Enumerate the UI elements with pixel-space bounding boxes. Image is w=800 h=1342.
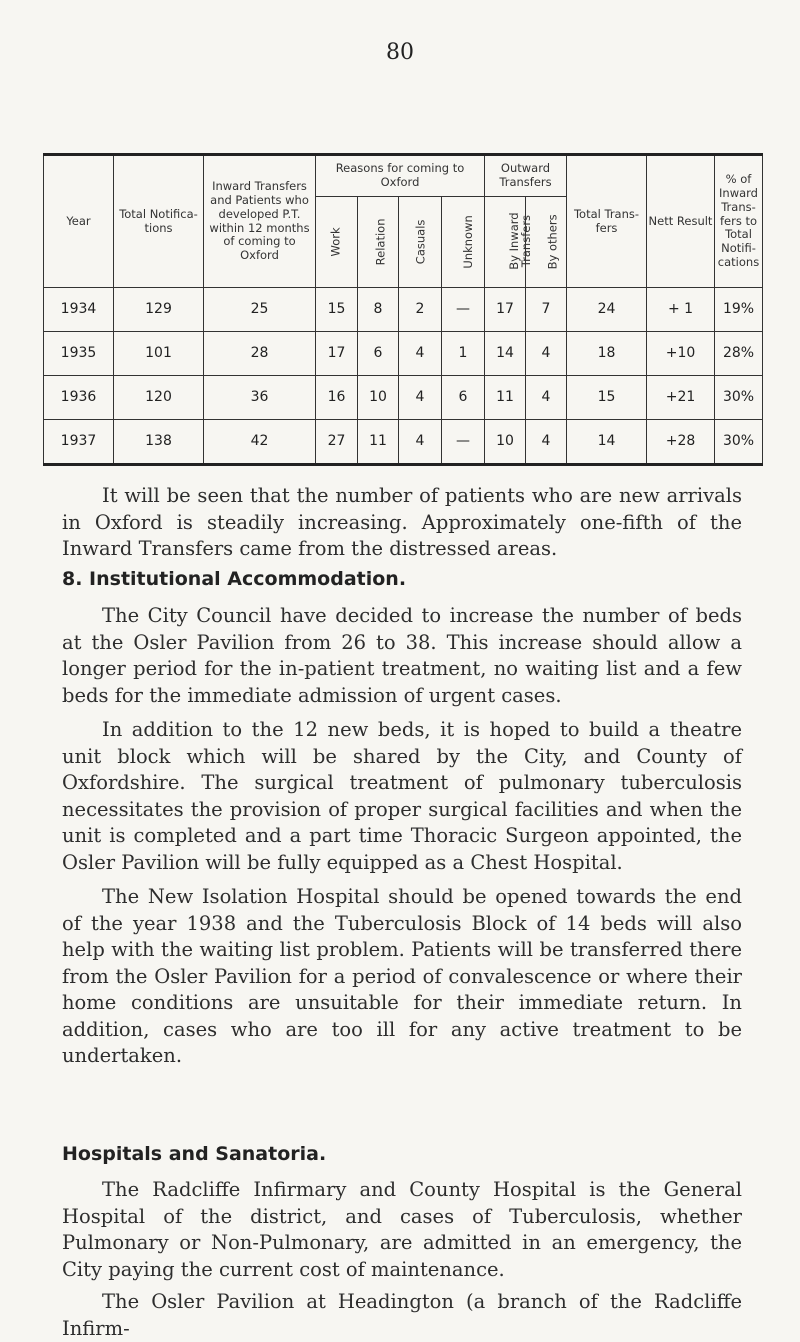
- cell-by-inward: 10: [485, 419, 526, 464]
- header-by-others-label: By others: [545, 214, 560, 270]
- transfers-table: [43, 153, 763, 466]
- header-total-notifications: Total Notifica- tions: [114, 155, 204, 288]
- institutional-body: [62, 603, 742, 1070]
- cell-work: 15: [316, 288, 358, 332]
- cell-work: 17: [316, 331, 358, 375]
- header-casuals-label: Casuals: [413, 219, 428, 265]
- cell-total-transfers: 14: [567, 419, 647, 464]
- header-by-inward-label: By Inward Transfers: [506, 212, 533, 270]
- cell-total-transfers: 15: [567, 375, 647, 419]
- cell-relation: 10: [358, 375, 399, 419]
- hospitals-paragraph: The Osler Pavilion at Headington (a branch of the Radcliffe Infirm-: [62, 1290, 742, 1340]
- cell-work: 16: [316, 375, 358, 419]
- institutional-paragraph: The New Isolation Hospital should be opened towards the end of the year 1938 and the Tuberculosis Block of 14 beds will also help with the waiting list problem. Patients will be transferred there from the Osler Pavilion for a period of convalescence or where their home conditions are unsuitable for their immediate return. In addition, cases who are too ill for any active treatment to be undertaken.: [62, 885, 742, 1067]
- cell-by-others: 7: [526, 288, 567, 332]
- header-nett-result: Nett Result: [647, 155, 715, 288]
- header-unknown-label: Unknown: [460, 215, 475, 269]
- page-number: 80: [386, 40, 414, 65]
- cell-inward: 42: [204, 419, 316, 464]
- cell-total-transfers: 18: [567, 331, 647, 375]
- cell-relation: 6: [358, 331, 399, 375]
- header-outward-group: Outward Transfers: [485, 155, 567, 197]
- table-row: [44, 288, 763, 332]
- cell-inward: 25: [204, 288, 316, 332]
- cell-nett: +10: [647, 331, 715, 375]
- cell-by-others: 4: [526, 375, 567, 419]
- cell-pct: 30%: [715, 375, 763, 419]
- header-pct-inward: % of Inward Trans- fers to Total Notifi- cations: [715, 155, 763, 288]
- cell-by-others: 4: [526, 419, 567, 464]
- intro-paragraph: It will be seen that the number of patients who are new arrivals in Oxford is steadily increasing. Approximately one-fifth of the Inward Transfers came from the distressed areas.: [62, 484, 742, 560]
- cell-by-inward: 14: [485, 331, 526, 375]
- cell-by-others: 4: [526, 331, 567, 375]
- intro-paragraph-block: [62, 483, 742, 563]
- cell-relation: 8: [358, 288, 399, 332]
- cell-casuals: 4: [399, 375, 442, 419]
- cell-pct: 30%: [715, 419, 763, 464]
- cell-total: 138: [114, 419, 204, 464]
- header-relation-label: Relation: [373, 218, 388, 266]
- cell-year: 1934: [44, 288, 114, 332]
- header-total-transfers: Total Trans- fers: [567, 155, 647, 288]
- header-by-inward: [485, 197, 533, 288]
- header-relation: [358, 197, 399, 288]
- cell-nett: + 1: [647, 288, 715, 332]
- cell-casuals: 4: [399, 419, 442, 464]
- section-heading-hospitals: Hospitals and Sanatoria.: [62, 1143, 327, 1165]
- cell-pct: 19%: [715, 288, 763, 332]
- cell-pct: 28%: [715, 331, 763, 375]
- cell-inward: 28: [204, 331, 316, 375]
- cell-total: 129: [114, 288, 204, 332]
- institutional-paragraph: The City Council have decided to increase the number of beds at the Osler Pavilion from 26 to 38. This increase should allow a longer period for the in-patient treatment, no waiting list and a few beds for the immediate admission of urgent cases.: [62, 604, 742, 707]
- header-work: [316, 197, 358, 288]
- header-reasons-group: Reasons for coming to Oxford: [316, 155, 485, 197]
- cell-nett: +28: [647, 419, 715, 464]
- cell-by-inward: 17: [485, 288, 526, 332]
- cell-total: 101: [114, 331, 204, 375]
- header-inward-transfers: Inward Transfers and Patients who developed P.T. within 12 months of coming to Oxford: [204, 155, 316, 288]
- cell-inward: 36: [204, 375, 316, 419]
- table-row: [44, 419, 763, 464]
- cell-casuals: 2: [399, 288, 442, 332]
- table-row: [44, 331, 763, 375]
- cell-unknown: 1: [442, 331, 485, 375]
- cell-total: 120: [114, 375, 204, 419]
- cell-unknown: —: [442, 419, 485, 464]
- header-work-label: Work: [328, 227, 343, 257]
- institutional-paragraph: In addition to the 12 new beds, it is hoped to build a theatre unit block which will be shared by the City, and County of Oxfordshire. The surgical treatment of pulmonary tuberculosis necessitates the provision of proper surgical facilities and when the unit is completed and a part time Thoracic Surgeon appointed, the Osler Pavilion will be fully equipped as a Chest Hospital.: [62, 718, 742, 874]
- header-unknown: [442, 197, 485, 288]
- header-year: Year: [44, 155, 114, 288]
- hospitals-body: [62, 1177, 742, 1342]
- cell-by-inward: 11: [485, 375, 526, 419]
- cell-unknown: 6: [442, 375, 485, 419]
- cell-year: 1937: [44, 419, 114, 464]
- cell-work: 27: [316, 419, 358, 464]
- hospitals-paragraph: The Radcliffe Infirmary and County Hospital is the General Hospital of the district, and cases of Tuberculosis, whether Pulmonary or Non-Pulmonary, are admitted in an emergency, the City paying the current cost of maintenance.: [62, 1178, 742, 1281]
- header-casuals: [399, 197, 442, 288]
- cell-casuals: 4: [399, 331, 442, 375]
- cell-nett: +21: [647, 375, 715, 419]
- cell-unknown: —: [442, 288, 485, 332]
- section-heading-institutional: 8. Institutional Accommodation.: [62, 568, 407, 590]
- cell-year: 1936: [44, 375, 114, 419]
- cell-year: 1935: [44, 331, 114, 375]
- cell-total-transfers: 24: [567, 288, 647, 332]
- cell-relation: 11: [358, 419, 399, 464]
- table-row: [44, 375, 763, 419]
